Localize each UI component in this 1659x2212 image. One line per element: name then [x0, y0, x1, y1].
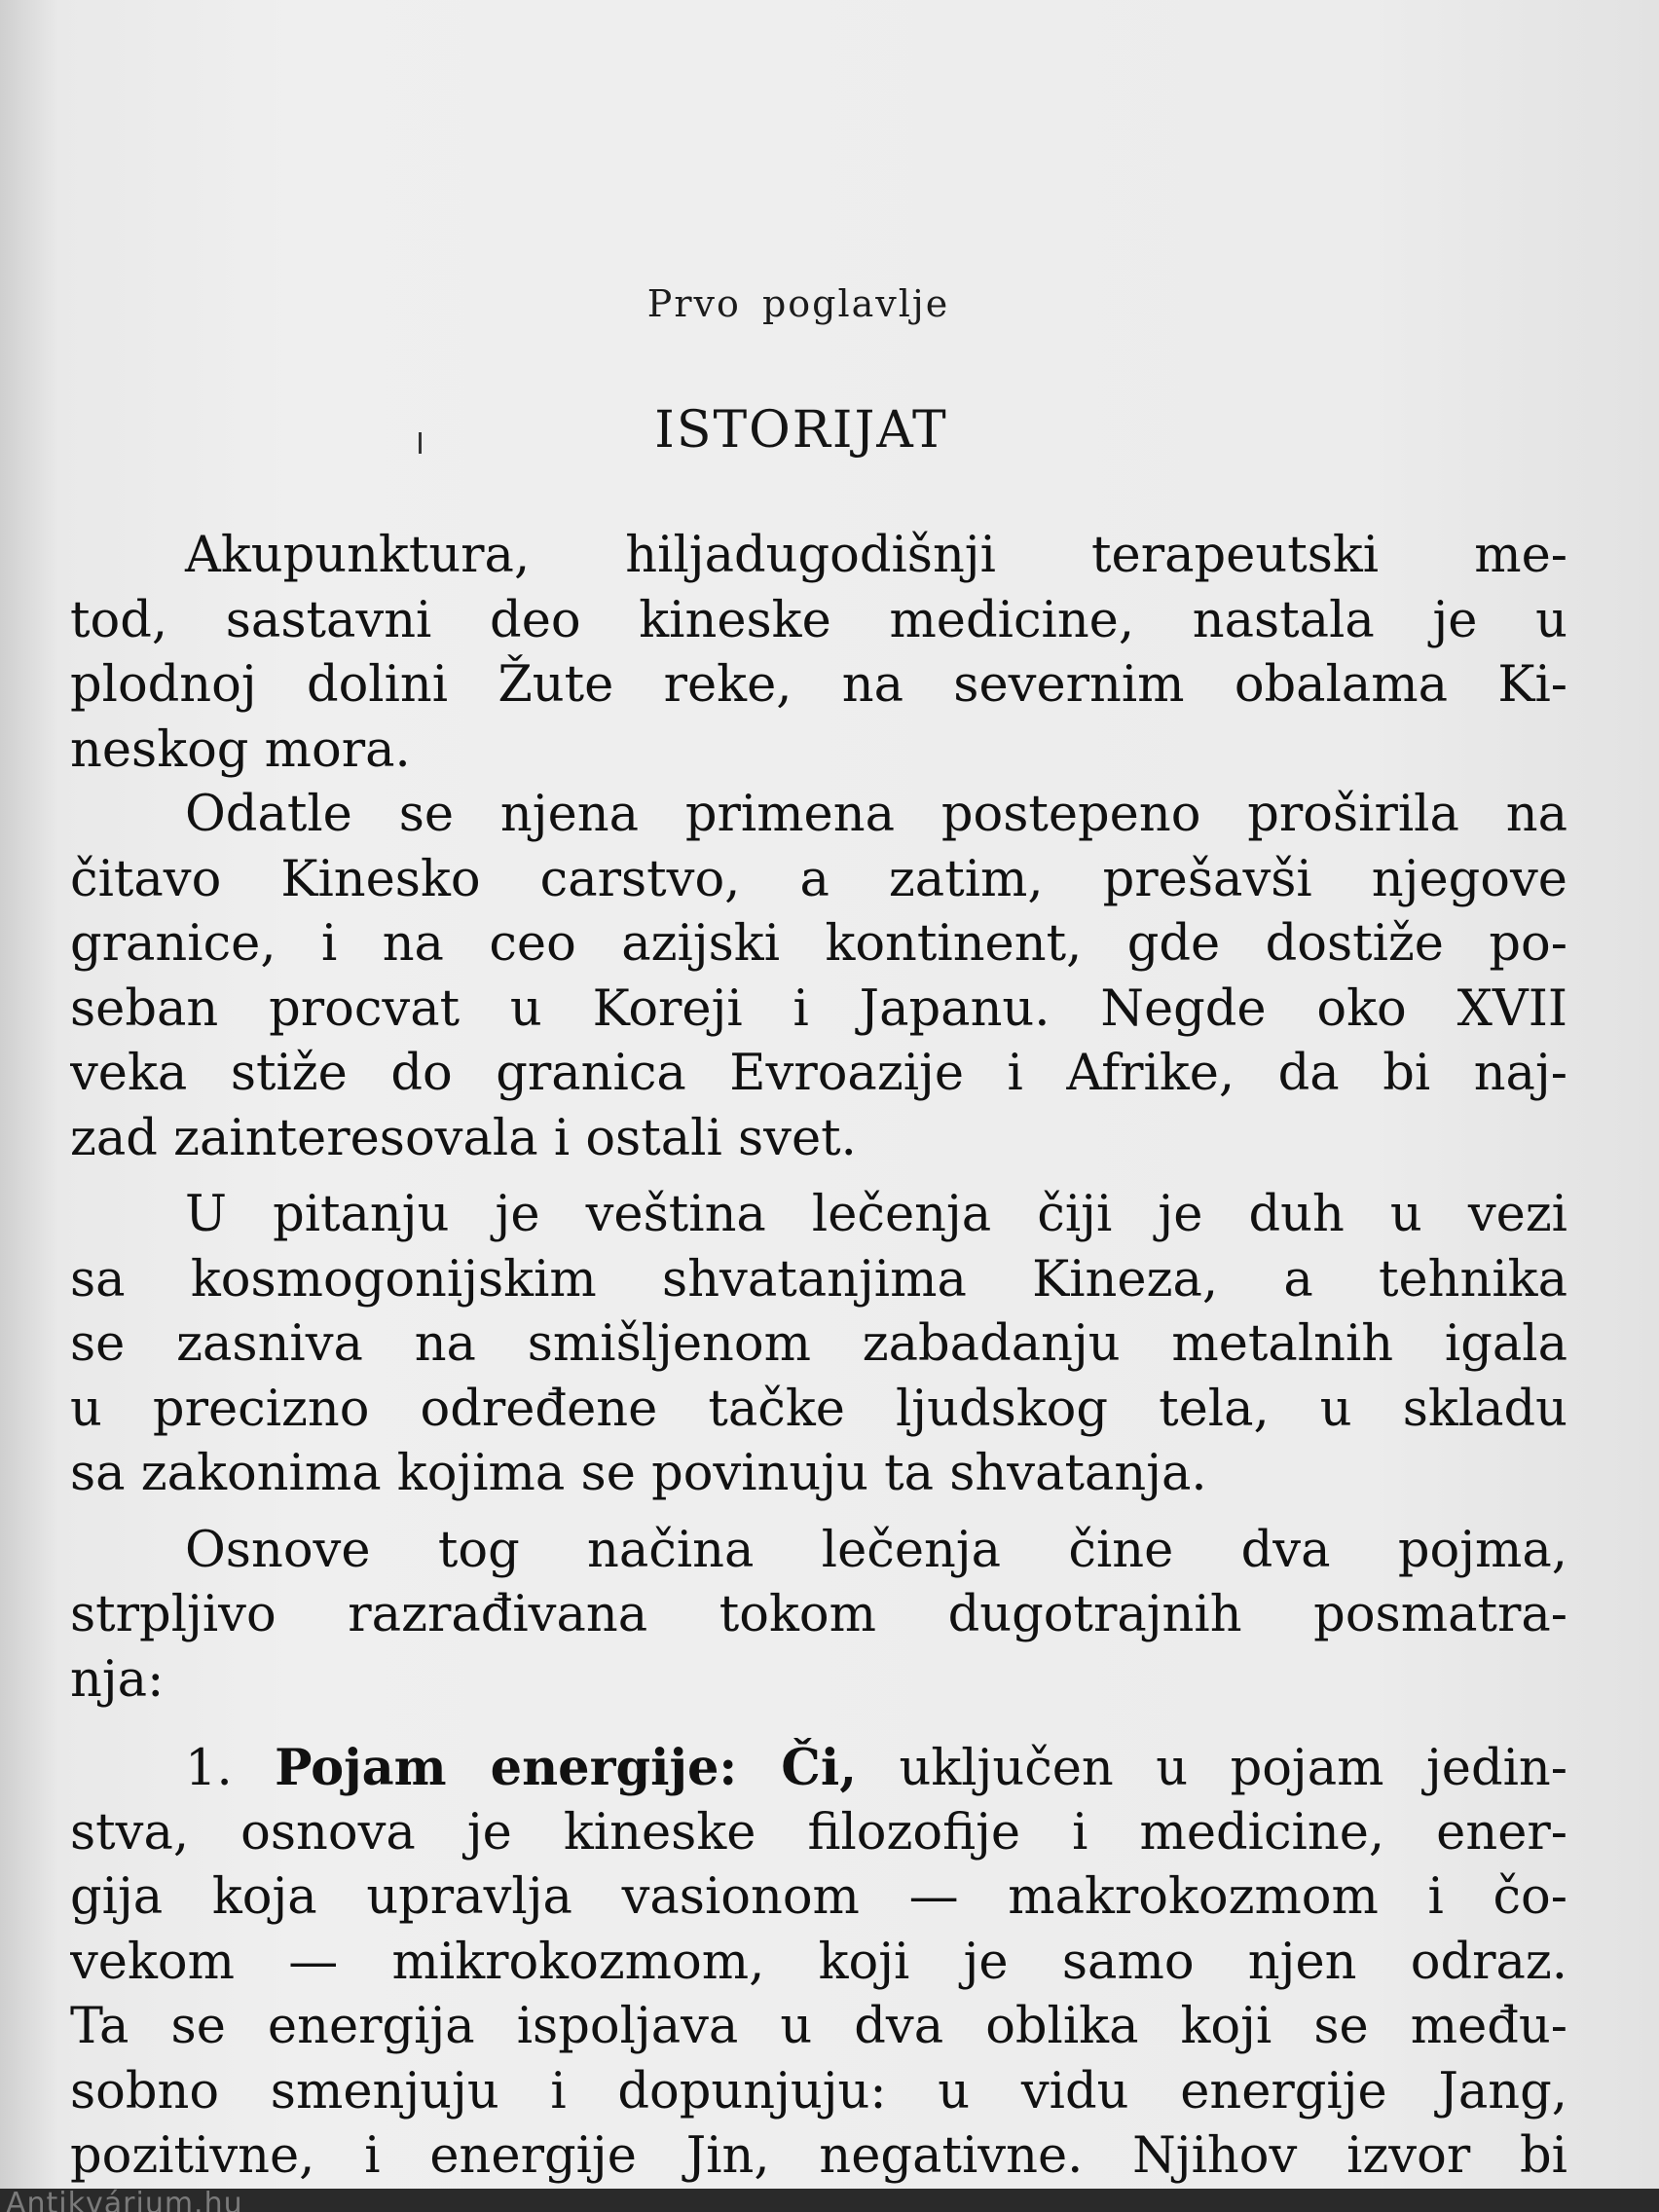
text-line: Akupunktura, hiljadugodišnji terapeutski me- — [185, 527, 1567, 584]
text-line — [70, 1736, 1567, 1801]
text-line: Odatle se njena primena postepeno proširila na — [185, 786, 1567, 843]
text-line: zad zainteresovala i ostali svet. — [70, 1109, 857, 1167]
numbered-paragraph — [70, 1736, 1567, 2190]
list-number: 1. — [185, 1740, 233, 1797]
text-line: neskog mora. — [70, 720, 411, 779]
text-line: se zasniva na smišljenom zabadanju metalnih igala — [70, 1315, 1567, 1373]
text-line: Osnove tog načina lečenja čine dva pojma, — [185, 1521, 1567, 1579]
paragraph — [70, 1183, 1567, 1507]
text-line: stva, osnova je kineske filozofije i medicine, ener- — [70, 1803, 1567, 1862]
text-line: plodnoj dolini Žute reke, na severnim obalama Ki- — [70, 656, 1567, 714]
text-line: tod, sastavni deo kineske medicine, nastala je u — [70, 591, 1567, 649]
text-line: čitavo Kinesko carstvo, a zatim, prešavši njegove — [70, 850, 1567, 908]
text-line: sa kosmogonijskim shvatanjima Kineza, a tehnika — [70, 1250, 1567, 1309]
text-line: pozitivne, i energije Jin, negativne. Njihov izvor bi — [70, 2127, 1567, 2185]
paragraph — [70, 783, 1567, 1171]
line-continuation: uključen u pojam jedin- — [899, 1740, 1567, 1797]
text-line: granice, i na ceo azijski kontinent, gde dostiže po- — [70, 915, 1567, 973]
text-line: veka stiže do granica Evroazije i Afrike, da bi naj- — [70, 1045, 1567, 1102]
paragraph — [70, 524, 1567, 783]
text-line: strpljivo razrađivana tokom dugotrajnih posmatra- — [70, 1586, 1567, 1643]
watermark: Antikvárium.hu — [6, 2187, 243, 2212]
chapter-title: ISTORIJAT — [654, 401, 948, 460]
text-line: vekom — mikrokozmom, koji je samo njen odraz. — [70, 1933, 1567, 1991]
text-line: nja: — [70, 1650, 165, 1709]
text-line: U pitanju je veština lečenja čiji je duh u vezi — [185, 1186, 1567, 1243]
text-line: seban procvat u Koreji i Japanu. Negde oko XVII — [70, 979, 1567, 1038]
body-text — [70, 524, 1567, 2190]
chapter-label: Prvo poglavlje — [646, 282, 950, 325]
page-bottom-edge — [0, 2189, 1659, 2212]
paragraph — [70, 1519, 1567, 1714]
text-line: sobno smenjuju i dopunjuju: u vidu energije Jang, — [70, 2062, 1567, 2120]
text-line: sa zakonima kojima se povinuju ta shvatanja. — [70, 1445, 1207, 1502]
text-line: Ta se energija ispoljava u dva oblika koji se među- — [70, 1998, 1567, 2055]
bold-term: Pojam energije: Či, — [275, 1739, 857, 1797]
text-line: u precizno određene tačke ljudskog tela, u skladu — [70, 1380, 1567, 1438]
text-line: gija koja upravlja vasionom — makrokozmom i čo- — [70, 1868, 1567, 1926]
